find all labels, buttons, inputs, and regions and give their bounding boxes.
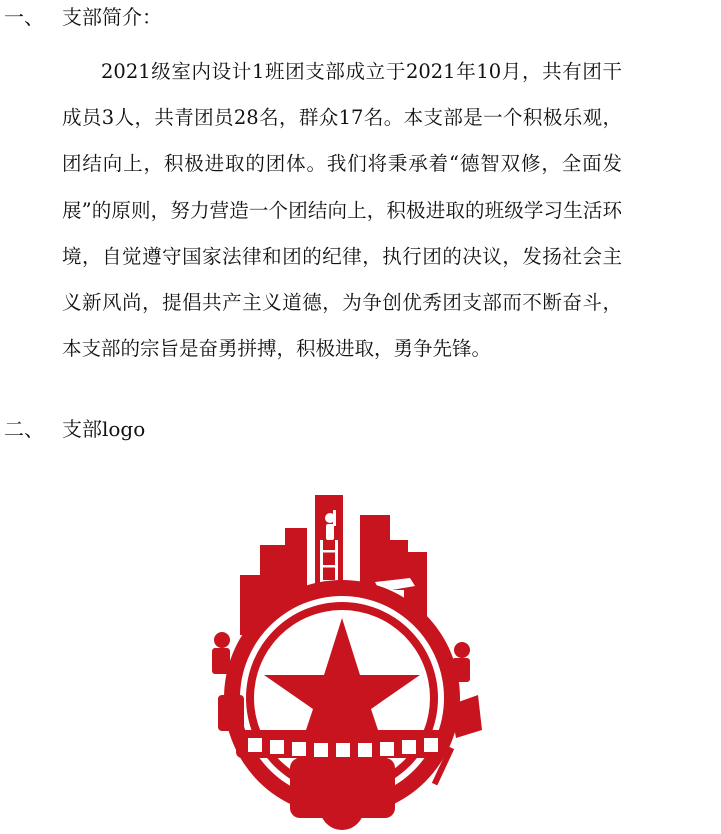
section-heading-logo	[4, 414, 145, 444]
section-number: 一、	[4, 5, 44, 29]
branch-logo-emblem-icon	[200, 490, 485, 834]
intro-paragraph: 2021级室内设计1班团支部成立于2021年10月，共有团干成员3人，共青团员28名，群众17名。本支部是一个积极乐观，团结向上，积极进取的团体。我们将秉承着“德智双修，全面发展”的原则，努力营造一个团结向上，积极进取的班级学习生活环境，自觉遵守国家法律和团的纪律，执行团的决议，发扬社会主义新风尚，提倡共产主义道德，为争创优秀团支部而不断奋斗，本支部的宗旨是奋勇拼搏，积极进取，勇争先锋。	[62, 60, 622, 361]
section-heading-intro	[4, 2, 162, 32]
section-number: 二、	[4, 417, 44, 441]
section-title: 支部logo	[62, 417, 146, 441]
section-title: 支部简介：	[62, 5, 162, 29]
